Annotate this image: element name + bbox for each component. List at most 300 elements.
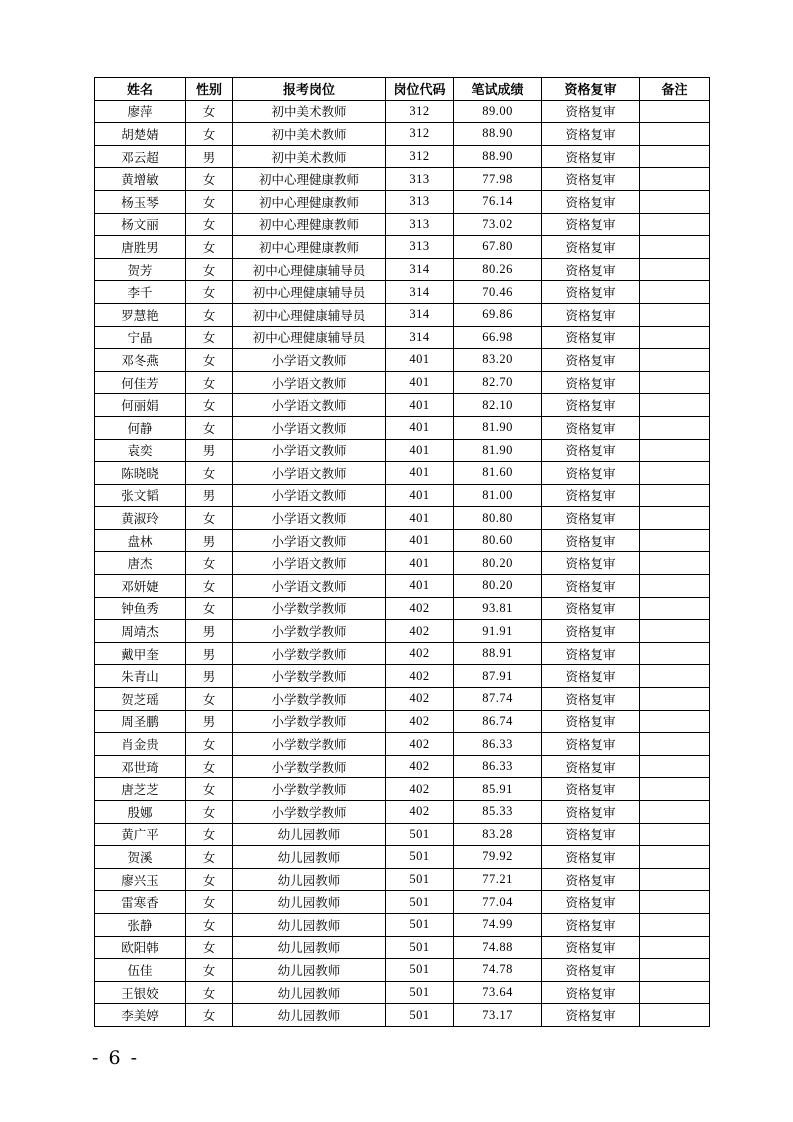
score-cell: 76.14 <box>454 190 542 213</box>
table-row <box>95 959 710 982</box>
position-code-cell: 313 <box>386 168 454 191</box>
gender-cell: 男 <box>186 439 233 462</box>
remarks-cell <box>640 281 710 304</box>
remarks-cell <box>640 575 710 598</box>
review-cell: 资格复审 <box>542 823 640 846</box>
table-row <box>95 575 710 598</box>
name-cell: 唐胜男 <box>95 236 186 259</box>
review-cell: 资格复审 <box>542 710 640 733</box>
score-cell: 83.28 <box>454 823 542 846</box>
table-header-row <box>95 78 710 101</box>
gender-cell: 女 <box>186 100 233 123</box>
score-cell: 85.33 <box>454 801 542 824</box>
score-cell: 91.91 <box>454 620 542 643</box>
table-row <box>95 462 710 485</box>
name-cell: 何丽娟 <box>95 394 186 417</box>
table-row <box>95 439 710 462</box>
remarks-cell <box>640 936 710 959</box>
score-cell: 82.10 <box>454 394 542 417</box>
position-code-cell: 402 <box>386 620 454 643</box>
position-cell: 初中心理健康教师 <box>233 213 386 236</box>
header-written-score: 笔试成绩 <box>454 78 542 101</box>
remarks-cell <box>640 507 710 530</box>
table-row <box>95 642 710 665</box>
position-cell: 幼儿园教师 <box>233 823 386 846</box>
table-row <box>95 710 710 733</box>
score-cell: 87.74 <box>454 688 542 711</box>
position-cell: 小学数学教师 <box>233 755 386 778</box>
table-row <box>95 597 710 620</box>
name-cell: 宁晶 <box>95 326 186 349</box>
remarks-cell <box>640 529 710 552</box>
gender-cell: 女 <box>186 326 233 349</box>
score-cell: 73.64 <box>454 981 542 1004</box>
gender-cell: 女 <box>186 190 233 213</box>
score-cell: 74.88 <box>454 936 542 959</box>
remarks-cell <box>640 778 710 801</box>
table-body <box>95 100 710 1026</box>
position-code-cell: 314 <box>386 326 454 349</box>
score-cell: 80.80 <box>454 507 542 530</box>
position-code-cell: 501 <box>386 1004 454 1027</box>
gender-cell: 女 <box>186 394 233 417</box>
position-code-cell: 401 <box>386 371 454 394</box>
name-cell: 黄增敏 <box>95 168 186 191</box>
position-cell: 幼儿园教师 <box>233 846 386 869</box>
name-cell: 殷娜 <box>95 801 186 824</box>
table-row <box>95 236 710 259</box>
position-code-cell: 401 <box>386 439 454 462</box>
position-code-cell: 402 <box>386 801 454 824</box>
remarks-cell <box>640 823 710 846</box>
position-code-cell: 401 <box>386 529 454 552</box>
gender-cell: 女 <box>186 868 233 891</box>
header-gender: 性别 <box>186 78 233 101</box>
gender-cell: 男 <box>186 710 233 733</box>
position-code-cell: 501 <box>386 868 454 891</box>
review-cell: 资格复审 <box>542 484 640 507</box>
position-code-cell: 402 <box>386 642 454 665</box>
name-cell: 罗慧艳 <box>95 303 186 326</box>
position-cell: 小学数学教师 <box>233 620 386 643</box>
position-code-cell: 501 <box>386 913 454 936</box>
position-code-cell: 501 <box>386 981 454 1004</box>
gender-cell: 女 <box>186 236 233 259</box>
score-cell: 66.98 <box>454 326 542 349</box>
gender-cell: 女 <box>186 371 233 394</box>
name-cell: 邓冬燕 <box>95 349 186 372</box>
name-cell: 杨文丽 <box>95 213 186 236</box>
review-cell: 资格复审 <box>542 100 640 123</box>
score-cell: 70.46 <box>454 281 542 304</box>
gender-cell: 男 <box>186 529 233 552</box>
score-cell: 73.17 <box>454 1004 542 1027</box>
score-cell: 79.92 <box>454 846 542 869</box>
review-cell: 资格复审 <box>542 416 640 439</box>
position-cell: 幼儿园教师 <box>233 891 386 914</box>
position-cell: 初中心理健康辅导员 <box>233 303 386 326</box>
remarks-cell <box>640 371 710 394</box>
position-cell: 幼儿园教师 <box>233 981 386 1004</box>
name-cell: 邓世琦 <box>95 755 186 778</box>
review-cell: 资格复审 <box>542 303 640 326</box>
table-row <box>95 258 710 281</box>
position-code-cell: 402 <box>386 733 454 756</box>
header-position-code: 岗位代码 <box>386 78 454 101</box>
position-code-cell: 501 <box>386 936 454 959</box>
position-code-cell: 402 <box>386 755 454 778</box>
position-code-cell: 313 <box>386 190 454 213</box>
name-cell: 胡楚婧 <box>95 123 186 146</box>
table-row <box>95 416 710 439</box>
gender-cell: 女 <box>186 168 233 191</box>
review-cell: 资格复审 <box>542 394 640 417</box>
table-row <box>95 371 710 394</box>
score-cell: 85.91 <box>454 778 542 801</box>
review-cell: 资格复审 <box>542 801 640 824</box>
review-cell: 资格复审 <box>542 642 640 665</box>
position-cell: 小学语文教师 <box>233 439 386 462</box>
position-cell: 小学数学教师 <box>233 733 386 756</box>
remarks-cell <box>640 620 710 643</box>
remarks-cell <box>640 145 710 168</box>
table-row <box>95 507 710 530</box>
review-cell: 资格复审 <box>542 846 640 869</box>
gender-cell: 女 <box>186 281 233 304</box>
position-cell: 初中心理健康辅导员 <box>233 326 386 349</box>
table-row <box>95 891 710 914</box>
name-cell: 雷寒香 <box>95 891 186 914</box>
name-cell: 盘林 <box>95 529 186 552</box>
position-cell: 小学语文教师 <box>233 462 386 485</box>
gender-cell: 女 <box>186 552 233 575</box>
name-cell: 戴甲奎 <box>95 642 186 665</box>
remarks-cell <box>640 959 710 982</box>
table-row <box>95 326 710 349</box>
score-cell: 83.20 <box>454 349 542 372</box>
review-cell: 资格复审 <box>542 326 640 349</box>
position-cell: 小学数学教师 <box>233 665 386 688</box>
gender-cell: 女 <box>186 1004 233 1027</box>
position-cell: 初中美术教师 <box>233 100 386 123</box>
gender-cell: 女 <box>186 575 233 598</box>
score-cell: 87.91 <box>454 665 542 688</box>
review-cell: 资格复审 <box>542 281 640 304</box>
position-cell: 小学语文教师 <box>233 552 386 575</box>
position-cell: 幼儿园教师 <box>233 868 386 891</box>
score-cell: 86.33 <box>454 733 542 756</box>
gender-cell: 女 <box>186 688 233 711</box>
name-cell: 周圣鹏 <box>95 710 186 733</box>
position-cell: 小学语文教师 <box>233 484 386 507</box>
position-code-cell: 401 <box>386 349 454 372</box>
table-row <box>95 303 710 326</box>
remarks-cell <box>640 846 710 869</box>
remarks-cell <box>640 552 710 575</box>
name-cell: 邓妍婕 <box>95 575 186 598</box>
position-cell: 小学数学教师 <box>233 801 386 824</box>
remarks-cell <box>640 597 710 620</box>
score-cell: 67.80 <box>454 236 542 259</box>
table-row <box>95 733 710 756</box>
table-row <box>95 1004 710 1027</box>
table-row <box>95 123 710 146</box>
review-cell: 资格复审 <box>542 190 640 213</box>
position-code-cell: 402 <box>386 597 454 620</box>
name-cell: 陈晓晓 <box>95 462 186 485</box>
name-cell: 张文韬 <box>95 484 186 507</box>
remarks-cell <box>640 303 710 326</box>
gender-cell: 女 <box>186 349 233 372</box>
remarks-cell <box>640 665 710 688</box>
gender-cell: 女 <box>186 778 233 801</box>
review-cell: 资格复审 <box>542 620 640 643</box>
review-cell: 资格复审 <box>542 959 640 982</box>
review-cell: 资格复审 <box>542 597 640 620</box>
header-name: 姓名 <box>95 78 186 101</box>
position-code-cell: 312 <box>386 123 454 146</box>
review-cell: 资格复审 <box>542 733 640 756</box>
table-row <box>95 755 710 778</box>
table-row <box>95 349 710 372</box>
review-cell: 资格复审 <box>542 665 640 688</box>
header-qualification-review: 资格复审 <box>542 78 640 101</box>
score-cell: 80.20 <box>454 575 542 598</box>
review-cell: 资格复审 <box>542 891 640 914</box>
position-cell: 小学语文教师 <box>233 349 386 372</box>
table-row <box>95 801 710 824</box>
score-cell: 77.98 <box>454 168 542 191</box>
review-cell: 资格复审 <box>542 371 640 394</box>
review-cell: 资格复审 <box>542 981 640 1004</box>
gender-cell: 女 <box>186 462 233 485</box>
score-cell: 93.81 <box>454 597 542 620</box>
remarks-cell <box>640 891 710 914</box>
review-cell: 资格复审 <box>542 349 640 372</box>
name-cell: 黄广平 <box>95 823 186 846</box>
score-cell: 86.74 <box>454 710 542 733</box>
position-code-cell: 313 <box>386 213 454 236</box>
review-cell: 资格复审 <box>542 868 640 891</box>
gender-cell: 女 <box>186 913 233 936</box>
results-table <box>94 77 710 1027</box>
name-cell: 袁奕 <box>95 439 186 462</box>
table-row <box>95 145 710 168</box>
score-cell: 80.26 <box>454 258 542 281</box>
name-cell: 贺芝瑶 <box>95 688 186 711</box>
score-cell: 81.90 <box>454 416 542 439</box>
name-cell: 朱青山 <box>95 665 186 688</box>
remarks-cell <box>640 688 710 711</box>
position-cell: 幼儿园教师 <box>233 936 386 959</box>
position-code-cell: 312 <box>386 100 454 123</box>
table-row <box>95 688 710 711</box>
name-cell: 何佳芳 <box>95 371 186 394</box>
table-row <box>95 665 710 688</box>
review-cell: 资格复审 <box>542 213 640 236</box>
position-cell: 幼儿园教师 <box>233 913 386 936</box>
position-code-cell: 401 <box>386 394 454 417</box>
gender-cell: 女 <box>186 891 233 914</box>
position-cell: 小学语文教师 <box>233 394 386 417</box>
position-cell: 小学语文教师 <box>233 507 386 530</box>
position-cell: 小学数学教师 <box>233 710 386 733</box>
remarks-cell <box>640 484 710 507</box>
table-row <box>95 868 710 891</box>
review-cell: 资格复审 <box>542 1004 640 1027</box>
gender-cell: 女 <box>186 258 233 281</box>
position-cell: 小学数学教师 <box>233 778 386 801</box>
position-code-cell: 401 <box>386 462 454 485</box>
gender-cell: 女 <box>186 981 233 1004</box>
position-cell: 初中美术教师 <box>233 123 386 146</box>
table-row <box>95 823 710 846</box>
remarks-cell <box>640 213 710 236</box>
name-cell: 王银姣 <box>95 981 186 1004</box>
table-row <box>95 778 710 801</box>
position-code-cell: 314 <box>386 303 454 326</box>
position-code-cell: 501 <box>386 959 454 982</box>
position-code-cell: 401 <box>386 575 454 598</box>
position-cell: 幼儿园教师 <box>233 959 386 982</box>
table-row <box>95 529 710 552</box>
review-cell: 资格复审 <box>542 755 640 778</box>
table-row <box>95 552 710 575</box>
position-cell: 初中心理健康教师 <box>233 168 386 191</box>
score-cell: 81.60 <box>454 462 542 485</box>
table-row <box>95 213 710 236</box>
review-cell: 资格复审 <box>542 913 640 936</box>
name-cell: 钟鱼秀 <box>95 597 186 620</box>
remarks-cell <box>640 258 710 281</box>
position-code-cell: 314 <box>386 281 454 304</box>
score-cell: 80.60 <box>454 529 542 552</box>
score-cell: 81.00 <box>454 484 542 507</box>
score-cell: 88.90 <box>454 145 542 168</box>
position-code-cell: 401 <box>386 484 454 507</box>
name-cell: 邓云超 <box>95 145 186 168</box>
table-row <box>95 100 710 123</box>
position-code-cell: 401 <box>386 507 454 530</box>
gender-cell: 女 <box>186 303 233 326</box>
score-cell: 88.91 <box>454 642 542 665</box>
position-code-cell: 501 <box>386 891 454 914</box>
remarks-cell <box>640 1004 710 1027</box>
position-cell: 初中心理健康教师 <box>233 236 386 259</box>
review-cell: 资格复审 <box>542 168 640 191</box>
score-cell: 81.90 <box>454 439 542 462</box>
position-code-cell: 501 <box>386 846 454 869</box>
table-row <box>95 394 710 417</box>
gender-cell: 女 <box>186 123 233 146</box>
score-cell: 77.21 <box>454 868 542 891</box>
remarks-cell <box>640 913 710 936</box>
position-code-cell: 401 <box>386 416 454 439</box>
gender-cell: 女 <box>186 755 233 778</box>
score-cell: 86.33 <box>454 755 542 778</box>
remarks-cell <box>640 462 710 485</box>
position-cell: 小学语文教师 <box>233 416 386 439</box>
table-row <box>95 484 710 507</box>
remarks-cell <box>640 801 710 824</box>
table-row <box>95 190 710 213</box>
score-cell: 69.86 <box>454 303 542 326</box>
remarks-cell <box>640 981 710 1004</box>
review-cell: 资格复审 <box>542 936 640 959</box>
remarks-cell <box>640 733 710 756</box>
position-cell: 初中心理健康辅导员 <box>233 258 386 281</box>
name-cell: 黄淑玲 <box>95 507 186 530</box>
table-row <box>95 846 710 869</box>
score-cell: 80.20 <box>454 552 542 575</box>
header-remarks: 备注 <box>640 78 710 101</box>
position-cell: 小学数学教师 <box>233 642 386 665</box>
position-cell: 初中心理健康辅导员 <box>233 281 386 304</box>
gender-cell: 男 <box>186 642 233 665</box>
name-cell: 张静 <box>95 913 186 936</box>
score-cell: 88.90 <box>454 123 542 146</box>
remarks-cell <box>640 326 710 349</box>
name-cell: 肖金贵 <box>95 733 186 756</box>
remarks-cell <box>640 710 710 733</box>
remarks-cell <box>640 349 710 372</box>
review-cell: 资格复审 <box>542 778 640 801</box>
name-cell: 廖萍 <box>95 100 186 123</box>
gender-cell: 女 <box>186 213 233 236</box>
review-cell: 资格复审 <box>542 439 640 462</box>
gender-cell: 女 <box>186 416 233 439</box>
remarks-cell <box>640 190 710 213</box>
gender-cell: 女 <box>186 959 233 982</box>
gender-cell: 男 <box>186 620 233 643</box>
position-cell: 小学语文教师 <box>233 575 386 598</box>
score-cell: 74.99 <box>454 913 542 936</box>
review-cell: 资格复审 <box>542 688 640 711</box>
review-cell: 资格复审 <box>542 575 640 598</box>
table-row <box>95 981 710 1004</box>
page-number: - 6 - <box>92 1047 140 1069</box>
remarks-cell <box>640 394 710 417</box>
position-cell: 小学语文教师 <box>233 371 386 394</box>
remarks-cell <box>640 755 710 778</box>
remarks-cell <box>640 416 710 439</box>
position-code-cell: 402 <box>386 710 454 733</box>
remarks-cell <box>640 439 710 462</box>
position-code-cell: 314 <box>386 258 454 281</box>
position-code-cell: 501 <box>386 823 454 846</box>
name-cell: 杨玉琴 <box>95 190 186 213</box>
review-cell: 资格复审 <box>542 529 640 552</box>
position-cell: 小学数学教师 <box>233 597 386 620</box>
remarks-cell <box>640 236 710 259</box>
gender-cell: 女 <box>186 507 233 530</box>
remarks-cell <box>640 168 710 191</box>
score-cell: 73.02 <box>454 213 542 236</box>
gender-cell: 男 <box>186 145 233 168</box>
position-code-cell: 401 <box>386 552 454 575</box>
position-cell: 小学语文教师 <box>233 529 386 552</box>
position-code-cell: 402 <box>386 688 454 711</box>
review-cell: 资格复审 <box>542 145 640 168</box>
position-cell: 初中美术教师 <box>233 145 386 168</box>
review-cell: 资格复审 <box>542 552 640 575</box>
name-cell: 欧阳韩 <box>95 936 186 959</box>
gender-cell: 男 <box>186 484 233 507</box>
remarks-cell <box>640 642 710 665</box>
name-cell: 周靖杰 <box>95 620 186 643</box>
remarks-cell <box>640 123 710 146</box>
name-cell: 贺芳 <box>95 258 186 281</box>
